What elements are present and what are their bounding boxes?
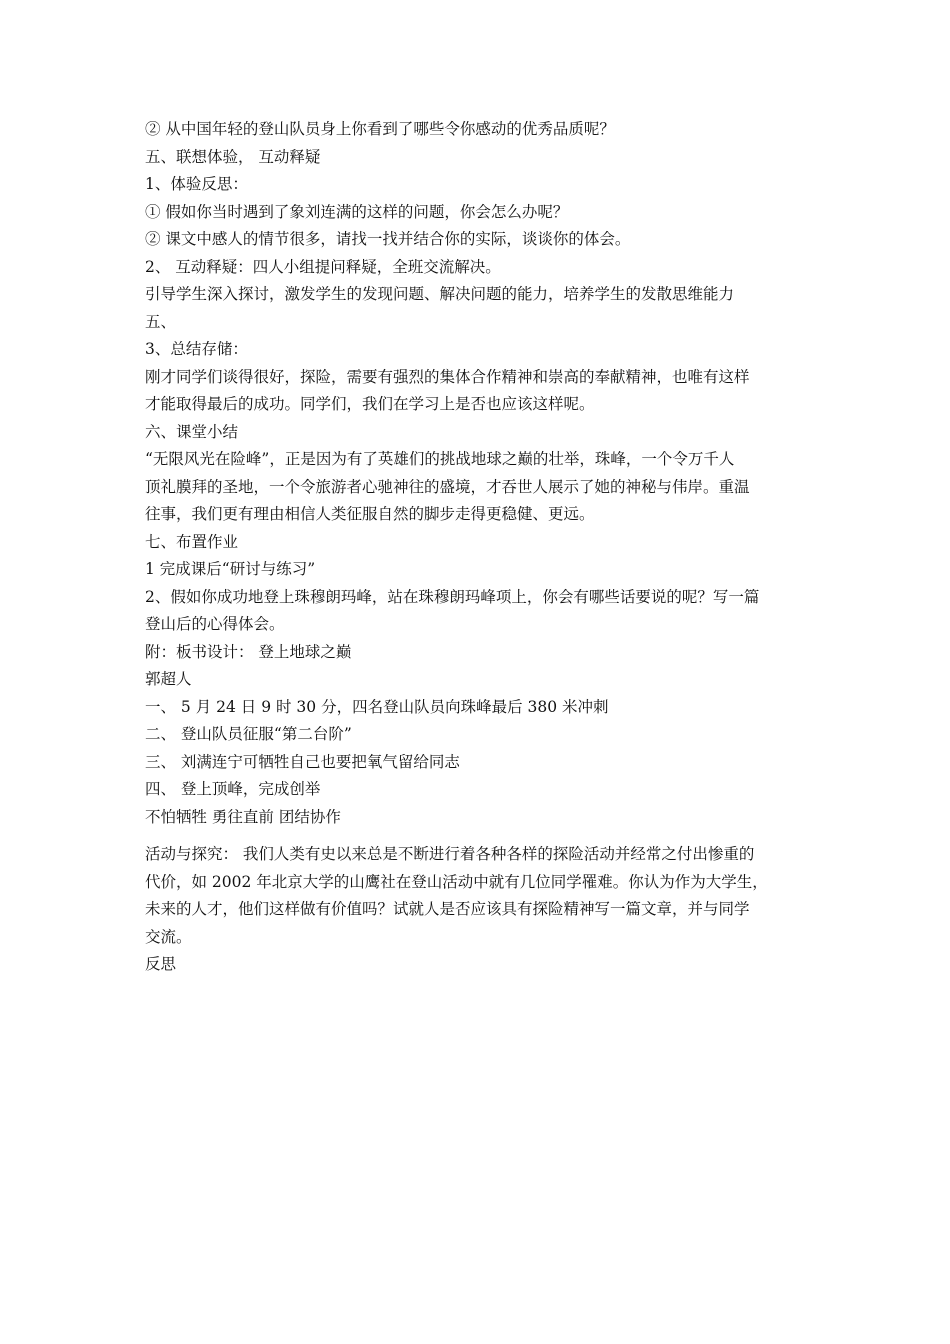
document-page [145, 116, 810, 979]
guidance-text: 引导学生深入探讨，激发学生的发现问题、解决问题的能力，培养学生的发散思维能力 [145, 285, 735, 303]
board-item-4: 四、 登上顶峰，完成创举 [145, 780, 321, 798]
board-spirit-line: 不怕牺牲 勇往直前 团结协作 [145, 807, 341, 826]
section-heading-5: 五、联想体验， 互动释疑 [145, 147, 321, 166]
board-item-1: 一、 5 月 24 日 9 时 30 分，四名登山队员向珠峰最后 380 米冲刺 [145, 697, 609, 716]
activity-line: 未来的人才，他们这样做有价值吗？试就人是否应该具有探险精神写一篇文章，并与同学 [145, 900, 750, 918]
subheading-interaction: 2、 互动释疑：四人小组提问释疑，全班交流解决。 [145, 257, 501, 276]
subheading-experience: 1、体验反思： [145, 175, 248, 193]
paragraph-line: “无限风光在险峰”，正是因为有了英雄们的挑战地球之巅的壮举，珠峰，一个令万千人 [145, 450, 735, 468]
homework-item-1: 1 完成课后“研讨与练习” [145, 560, 316, 578]
activity-line: 代价，如 2002 年北京大学的山鹰社在登山活动中就有几位同学罹难。你认为作为大学生， [145, 872, 768, 891]
activity-line: 活动与探究： 我们人类有史以来总是不断进行着各种各样的探险活动并经常之付出惨重的 [145, 845, 755, 863]
paragraph-line: 才能取得最后的成功。同学们，我们在学习上是否也应该这样呢。 [145, 395, 595, 413]
board-item-2: 二、 登山队员征服“第二台阶” [145, 725, 352, 743]
board-item-3: 三、 刘满连宁可牺牲自己也要把氧气留给同志 [145, 752, 460, 771]
question-line-2b: ② 课文中感人的情节很多，请找一找并结合你的实际，谈谈你的体会。 [145, 230, 631, 248]
section-heading-5b: 五、 [145, 312, 177, 331]
activity-line: 交流。 [145, 927, 192, 946]
board-design-heading: 附：板书设计： 登上地球之巅 [145, 642, 352, 661]
paragraph-line: 刚才同学们谈得很好，探险，需要有强烈的集体合作精神和崇高的奉献精神，也唯有这样 [145, 367, 750, 386]
spacer [145, 831, 810, 841]
section-heading-7: 七、布置作业 [145, 532, 239, 551]
homework-item-2: 2、假如你成功地登上珠穆朗玛峰，站在珠穆朗玛峰项上，你会有哪些话要说的呢？写一篇 [145, 587, 760, 606]
subheading-summary: 3、总结存储： [145, 340, 248, 358]
paragraph-line: 往事，我们更有理由相信人类征服自然的脚步走得更稳健、更远。 [145, 505, 595, 523]
board-design-author: 郭超人 [145, 670, 192, 688]
question-line-1: ① 假如你当时遇到了象刘连满的这样的问题，你会怎么办呢？ [145, 202, 569, 221]
reflection-heading: 反思 [145, 955, 177, 973]
question-line-2: ② 从中国年轻的登山队员身上你看到了哪些令你感动的优秀品质呢？ [145, 120, 615, 138]
paragraph-line: 顶礼膜拜的圣地，一个令旅游者心驰神往的盛境，才吞世人展示了她的神秘与伟岸。重温 [145, 477, 750, 496]
homework-item-2-cont: 登山后的心得体会。 [145, 615, 285, 633]
section-heading-6: 六、课堂小结 [145, 422, 239, 441]
